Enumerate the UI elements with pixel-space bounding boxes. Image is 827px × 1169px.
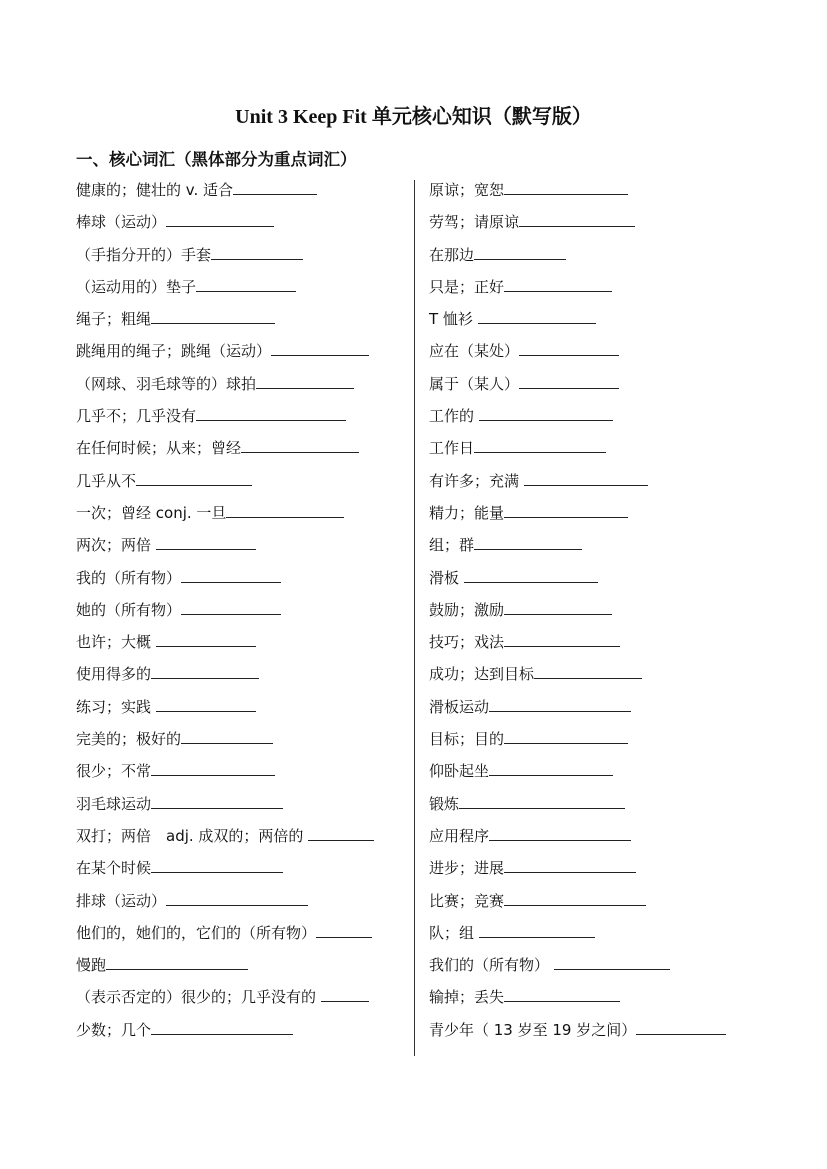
vocab-meaning: 我们的（所有物）: [429, 956, 554, 975]
vocab-meaning: 健康的；健壮的 v. 适合: [76, 181, 234, 199]
vocab-meaning: 鼓励；激励: [429, 600, 505, 619]
answer-blank[interactable]: [316, 919, 372, 938]
answer-blank[interactable]: [151, 854, 283, 873]
answer-blank[interactable]: [504, 854, 636, 873]
vocab-meaning: 锻炼: [429, 794, 460, 813]
right-vocab-row: [429, 467, 769, 499]
answer-blank[interactable]: [181, 725, 273, 744]
answer-blank[interactable]: [479, 402, 613, 421]
vocab-meaning: 滑板: [429, 568, 464, 587]
answer-blank[interactable]: [474, 531, 582, 550]
answer-blank[interactable]: [156, 628, 256, 647]
left-vocab-row: [76, 273, 406, 305]
answer-blank[interactable]: [519, 337, 619, 356]
left-vocab-row: [76, 790, 406, 822]
right-vocab-row: [429, 305, 769, 337]
answer-blank[interactable]: [554, 951, 670, 970]
answer-blank[interactable]: [151, 305, 275, 324]
vocab-meaning: 排球（运动）: [76, 891, 167, 910]
vocab-meaning: 跳绳用的绳子；跳绳（运动）: [76, 342, 272, 361]
left-vocab-row: [76, 951, 406, 983]
right-vocab-row: [429, 208, 769, 240]
vocab-meaning: 棒球（运动）: [76, 213, 167, 232]
answer-blank[interactable]: [504, 499, 628, 518]
left-vocab-row: [76, 531, 406, 563]
right-vocab-row: [429, 564, 769, 596]
left-vocab-row: [76, 596, 406, 628]
right-vocab-row: [429, 628, 769, 660]
answer-blank[interactable]: [156, 531, 256, 550]
answer-blank[interactable]: [226, 499, 344, 518]
answer-blank[interactable]: [636, 1016, 726, 1035]
vocab-meaning: 成功；达到目标: [429, 665, 535, 684]
vocab-meaning: （运动用的）垫子: [76, 277, 197, 296]
answer-blank[interactable]: [489, 693, 631, 712]
answer-blank[interactable]: [504, 596, 612, 615]
vocab-meaning: 技巧；戏法: [429, 633, 505, 652]
left-vocab-row: [76, 176, 406, 208]
vocab-meaning: 几乎从不: [76, 471, 137, 490]
answer-blank[interactable]: [459, 790, 625, 809]
answer-blank[interactable]: [181, 596, 281, 615]
right-vocab-column: [429, 176, 769, 1048]
answer-blank[interactable]: [233, 176, 317, 195]
right-vocab-row: [429, 693, 769, 725]
vocab-meaning: 几乎不；几乎没有: [76, 407, 197, 426]
vocab-meaning: 应在（某处）: [429, 342, 520, 361]
left-vocab-column: [76, 176, 406, 1048]
answer-blank[interactable]: [504, 887, 646, 906]
answer-blank[interactable]: [489, 822, 631, 841]
vocab-meaning: 原谅；宽恕: [429, 181, 505, 199]
vocab-meaning: 完美的；极好的: [76, 730, 182, 749]
left-vocab-row: [76, 919, 406, 951]
left-vocab-row: [76, 757, 406, 789]
answer-blank[interactable]: [504, 628, 620, 647]
vocab-meaning: 一次；曾经 conj. 一旦: [76, 503, 227, 522]
answer-blank[interactable]: [196, 402, 346, 421]
vocab-meaning: （手指分开的）手套: [76, 245, 212, 264]
right-vocab-row: [429, 531, 769, 563]
answer-blank[interactable]: [474, 241, 566, 260]
vocab-meaning: 双打；两倍 adj. 成双的；两倍的: [76, 826, 309, 845]
answer-blank[interactable]: [489, 757, 613, 776]
answer-blank[interactable]: [474, 434, 606, 453]
vocab-meaning: 很少；不常: [76, 762, 152, 781]
right-vocab-row: [429, 241, 769, 273]
right-vocab-row: [429, 757, 769, 789]
page-title: Unit 3 Keep Fit 单元核心知识（默写版）: [235, 106, 592, 128]
right-vocab-row: [429, 887, 769, 919]
answer-blank[interactable]: [271, 337, 369, 356]
vocab-meaning: 只是；正好: [429, 277, 505, 296]
answer-blank[interactable]: [504, 983, 620, 1002]
answer-blank[interactable]: [256, 370, 354, 389]
vocab-meaning: 组；群: [429, 536, 475, 555]
vocab-meaning: （表示否定的）很少的；几乎没有的: [76, 988, 321, 1007]
vocab-meaning: 她的（所有物）: [76, 600, 182, 619]
answer-blank[interactable]: [524, 467, 648, 486]
vocab-meaning: 使用得多的: [76, 665, 152, 684]
vocab-meaning: 慢跑: [76, 956, 107, 975]
vocab-meaning: 羽毛球运动: [76, 794, 152, 813]
vocab-meaning: 我的（所有物）: [76, 568, 182, 587]
answer-blank[interactable]: [181, 564, 281, 583]
vocab-meaning: 也许；大概: [76, 633, 156, 652]
right-vocab-row: [429, 402, 769, 434]
right-vocab-row: [429, 854, 769, 886]
right-vocab-row: [429, 596, 769, 628]
vocab-meaning: 他们的，她们的，它们的（所有物）: [76, 923, 317, 942]
right-vocab-row: [429, 370, 769, 402]
right-vocab-row: [429, 499, 769, 531]
vocab-meaning: 有许多；充满: [429, 471, 524, 490]
answer-blank[interactable]: [151, 757, 275, 776]
left-vocab-row: [76, 983, 406, 1015]
answer-blank[interactable]: [504, 176, 628, 195]
column-divider: [414, 180, 415, 1056]
answer-blank[interactable]: [464, 564, 598, 583]
vocab-meaning: 仰卧起坐: [429, 762, 490, 781]
answer-blank[interactable]: [241, 434, 359, 453]
answer-blank[interactable]: [151, 1016, 293, 1035]
answer-blank[interactable]: [308, 822, 374, 841]
vocab-meaning: 进步；进展: [429, 859, 505, 878]
right-vocab-row: [429, 919, 769, 951]
left-vocab-row: [76, 660, 406, 692]
left-vocab-row: [76, 467, 406, 499]
left-vocab-row: [76, 337, 406, 369]
right-vocab-row: [429, 660, 769, 692]
vocab-meaning: 滑板运动: [429, 697, 490, 716]
vocab-meaning: 应用程序: [429, 826, 490, 845]
answer-blank[interactable]: [136, 467, 252, 486]
left-vocab-row: [76, 305, 406, 337]
answer-blank[interactable]: [519, 370, 619, 389]
vocab-meaning: 练习；实践: [76, 697, 156, 716]
answer-blank[interactable]: [504, 725, 628, 744]
right-vocab-row: [429, 725, 769, 757]
vocab-meaning: 工作日: [429, 439, 475, 458]
left-vocab-row: [76, 402, 406, 434]
left-vocab-row: [76, 434, 406, 466]
left-vocab-row: [76, 370, 406, 402]
right-vocab-row: [429, 822, 769, 854]
answer-blank[interactable]: [478, 305, 596, 324]
right-vocab-row: [429, 983, 769, 1015]
answer-blank[interactable]: [151, 660, 259, 679]
left-vocab-row: [76, 822, 406, 854]
answer-blank[interactable]: [321, 983, 369, 1002]
left-vocab-row: [76, 241, 406, 273]
left-vocab-row: [76, 499, 406, 531]
left-vocab-row: [76, 1016, 406, 1048]
vocab-meaning: 少数；几个: [76, 1020, 152, 1039]
answer-blank[interactable]: [166, 208, 274, 227]
left-vocab-row: [76, 564, 406, 596]
answer-blank[interactable]: [534, 660, 642, 679]
left-vocab-row: [76, 887, 406, 919]
vocab-meaning: 比赛；竞赛: [429, 891, 505, 910]
left-vocab-row: [76, 725, 406, 757]
vocab-meaning: 精力；能量: [429, 503, 505, 522]
vocab-meaning: T 恤衫: [429, 310, 478, 329]
answer-blank[interactable]: [166, 887, 308, 906]
right-vocab-row: [429, 337, 769, 369]
vocab-meaning: 目标；目的: [429, 730, 505, 749]
vocab-meaning: 两次；两倍: [76, 536, 156, 555]
vocab-meaning: 劳驾；请原谅: [429, 213, 520, 232]
left-vocab-row: [76, 628, 406, 660]
left-vocab-row: [76, 693, 406, 725]
vocab-meaning: 在那边: [429, 245, 475, 264]
vocab-meaning: 绳子；粗绳: [76, 310, 152, 329]
right-vocab-row: [429, 273, 769, 305]
vocab-meaning: 输掉；丢失: [429, 988, 505, 1007]
vocab-meaning: 队；组: [429, 923, 479, 942]
right-vocab-row: [429, 790, 769, 822]
answer-blank[interactable]: [151, 790, 283, 809]
answer-blank[interactable]: [196, 273, 296, 292]
answer-blank[interactable]: [156, 693, 256, 712]
vocab-meaning: 属于（某人）: [429, 374, 520, 393]
left-vocab-row: [76, 208, 406, 240]
vocab-meaning: （网球、羽毛球等的）球拍: [76, 374, 257, 393]
right-vocab-row: [429, 1016, 769, 1048]
vocab-meaning: 工作的: [429, 407, 479, 426]
right-vocab-row: [429, 951, 769, 983]
right-vocab-row: [429, 176, 769, 208]
answer-blank[interactable]: [504, 273, 612, 292]
right-vocab-row: [429, 434, 769, 466]
answer-blank[interactable]: [211, 241, 303, 260]
answer-blank[interactable]: [479, 919, 595, 938]
vocab-meaning: 在任何时候；从来；曾经: [76, 439, 242, 458]
section-heading: 一、核心词汇（黑体部分为重点词汇）: [76, 150, 357, 169]
left-vocab-row: [76, 854, 406, 886]
answer-blank[interactable]: [519, 208, 635, 227]
vocab-meaning: 在某个时候: [76, 859, 152, 878]
vocab-meaning: 青少年（ 13 岁至 19 岁之间）: [429, 1020, 637, 1039]
answer-blank[interactable]: [106, 951, 248, 970]
